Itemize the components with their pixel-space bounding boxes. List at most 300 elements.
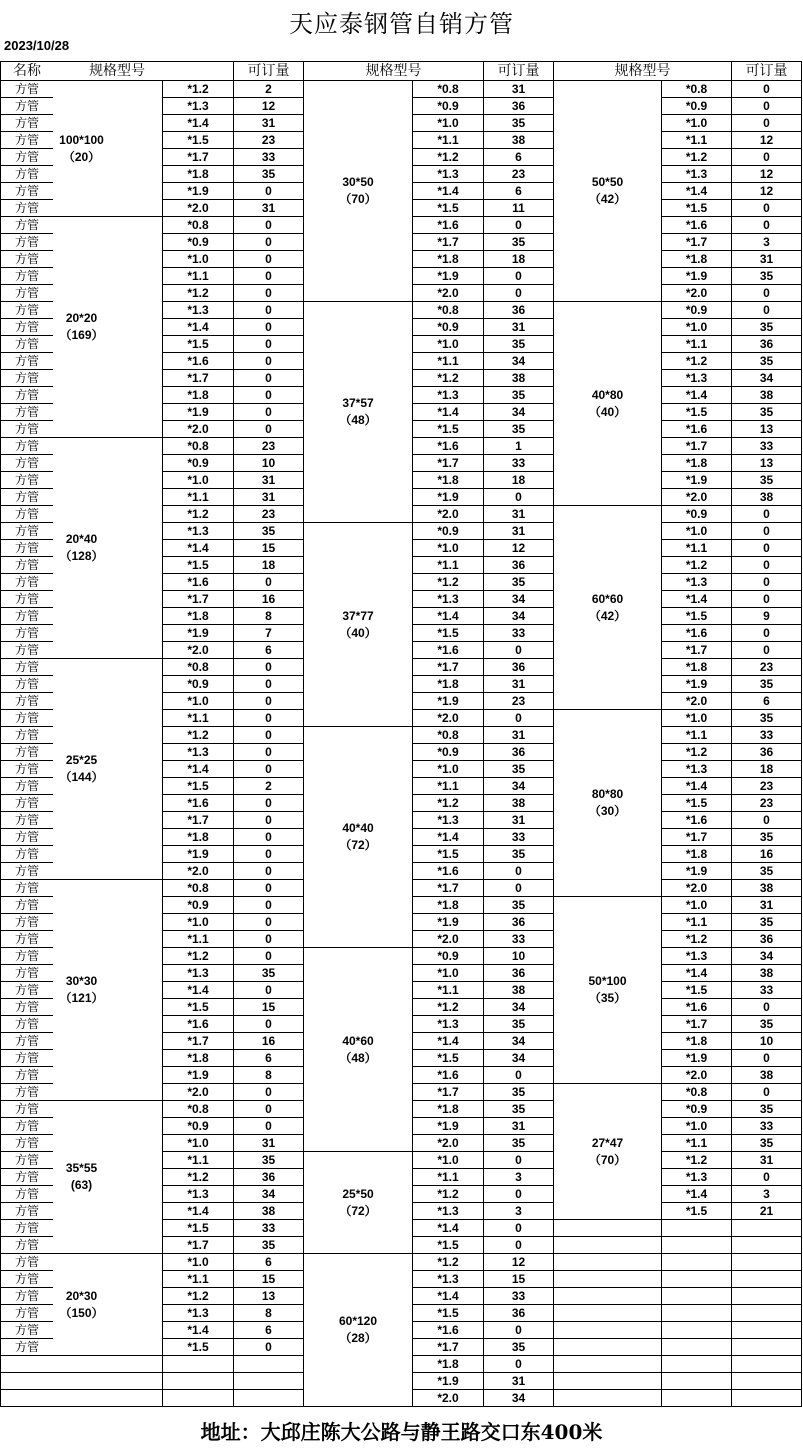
quantity-cell: 36 — [731, 930, 801, 947]
row-name: 方管 — [0, 981, 53, 998]
quantity-cell: 23 — [731, 777, 801, 794]
thickness-cell: *1.2 — [661, 930, 731, 947]
size-label: 80*80 — [591, 787, 624, 801]
thickness-cell: *1.8 — [661, 1032, 731, 1049]
size-label: 50*100 — [588, 974, 627, 988]
thickness-cell: *1.3 — [412, 1270, 483, 1287]
thickness-cell: *1.9 — [661, 862, 731, 879]
thickness-cell: *1.5 — [162, 556, 233, 573]
row-name: 方管 — [0, 403, 53, 420]
thickness-cell: *1.2 — [412, 794, 483, 811]
empty-cell — [661, 1321, 731, 1338]
quantity-cell: 16 — [233, 590, 303, 607]
row-name: 方管 — [0, 1032, 53, 1049]
thickness-cell: *1.3 — [661, 760, 731, 777]
quantity-cell: 38 — [483, 981, 553, 998]
quantity-cell: 38 — [731, 488, 801, 505]
thickness-cell: *2.0 — [661, 284, 731, 301]
quantity-cell: 0 — [233, 318, 303, 335]
row-name: 方管 — [0, 182, 53, 199]
thickness-cell: *1.6 — [162, 1015, 233, 1032]
quantity-cell: 38 — [731, 964, 801, 981]
quantity-cell: 0 — [233, 284, 303, 301]
thickness-cell: *1.3 — [412, 1202, 483, 1219]
thickness-cell: *1.2 — [412, 573, 483, 590]
thickness-cell: *0.9 — [661, 97, 731, 114]
thickness-cell: *1.0 — [661, 709, 731, 726]
thickness-cell: *1.3 — [661, 369, 731, 386]
thickness-cell: *2.0 — [412, 1134, 483, 1151]
row-name: 方管 — [0, 233, 53, 250]
thickness-cell: *0.9 — [661, 1100, 731, 1117]
quantity-cell: 0 — [233, 250, 303, 267]
quantity-cell: 31 — [233, 114, 303, 131]
row-name: 方管 — [0, 335, 53, 352]
quantity-cell: 36 — [483, 913, 553, 930]
row-name: 方管 — [0, 760, 53, 777]
size-group — [303, 522, 412, 726]
size-group — [553, 1083, 661, 1219]
quantity-cell: 23 — [233, 505, 303, 522]
thickness-cell: *1.1 — [661, 1134, 731, 1151]
thickness-cell: *1.6 — [661, 624, 731, 641]
quantity-cell: 15 — [233, 1270, 303, 1287]
thickness-cell: *1.6 — [162, 352, 233, 369]
thickness-cell: *0.9 — [162, 1117, 233, 1134]
quantity-cell: 0 — [731, 1168, 801, 1185]
quantity-cell: 0 — [233, 794, 303, 811]
thickness-cell: *1.5 — [412, 1304, 483, 1321]
thickness-cell: *1.4 — [412, 1032, 483, 1049]
quantity-cell: 0 — [483, 1185, 553, 1202]
thickness-cell: *0.9 — [412, 743, 483, 760]
row-name: 方管 — [0, 369, 53, 386]
size-label: 100*100 — [59, 132, 104, 147]
thickness-cell: *0.8 — [162, 1100, 233, 1117]
quantity-cell: 0 — [483, 284, 553, 301]
quantity-cell: 36 — [731, 335, 801, 352]
size-group — [553, 80, 661, 301]
quantity-cell: 0 — [233, 930, 303, 947]
quantity-cell: 0 — [233, 1100, 303, 1117]
thickness-cell: *1.9 — [162, 182, 233, 199]
quantity-cell: 0 — [233, 352, 303, 369]
quantity-cell: 12 — [483, 1253, 553, 1270]
thickness-cell: *1.8 — [412, 675, 483, 692]
quantity-cell: 0 — [233, 675, 303, 692]
quantity-cell: 0 — [233, 743, 303, 760]
quantity-cell: 0 — [731, 301, 801, 318]
thickness-cell: *1.7 — [412, 233, 483, 250]
quantity-cell: 35 — [483, 845, 553, 862]
quantity-cell: 0 — [731, 80, 801, 97]
thickness-cell: *1.3 — [412, 1015, 483, 1032]
quantity-cell: 0 — [731, 148, 801, 165]
row-name: 方管 — [0, 947, 53, 964]
empty-cell — [731, 1338, 801, 1355]
empty-cell — [553, 1321, 661, 1338]
quantity-cell: 10 — [731, 1032, 801, 1049]
quantity-cell: 34 — [731, 947, 801, 964]
thickness-cell: *0.8 — [162, 216, 233, 233]
thickness-cell: *1.2 — [661, 148, 731, 165]
thickness-cell: *1.6 — [412, 862, 483, 879]
thickness-cell: *1.9 — [162, 1066, 233, 1083]
quantity-cell: 3 — [483, 1202, 553, 1219]
report-date: 2023/10/28 — [4, 38, 70, 53]
row-name: 方管 — [0, 301, 53, 318]
thickness-cell: *1.4 — [412, 403, 483, 420]
quantity-cell: 34 — [483, 777, 553, 794]
row-name: 方管 — [0, 386, 53, 403]
thickness-cell: *1.8 — [162, 1049, 233, 1066]
quantity-cell: 0 — [731, 1083, 801, 1100]
quantity-cell: 0 — [731, 114, 801, 131]
thickness-cell: *1.7 — [412, 1083, 483, 1100]
thickness-cell: *1.5 — [162, 335, 233, 352]
empty-cell — [731, 1355, 801, 1372]
header-spec-3: 规格型号 — [553, 61, 731, 80]
size-group — [303, 1253, 412, 1406]
quantity-cell: 35 — [483, 335, 553, 352]
row-name: 方管 — [0, 1151, 53, 1168]
thickness-cell: *1.3 — [661, 947, 731, 964]
empty-cell — [661, 1270, 731, 1287]
quantity-cell: 38 — [233, 1202, 303, 1219]
size-count: (63) — [70, 1178, 93, 1192]
quantity-cell: 0 — [233, 760, 303, 777]
thickness-cell: *1.8 — [661, 845, 731, 862]
quantity-cell: 35 — [731, 862, 801, 879]
quantity-cell: 0 — [233, 913, 303, 930]
thickness-cell: *1.2 — [162, 947, 233, 964]
quantity-cell: 0 — [731, 97, 801, 114]
table-right-border — [801, 61, 802, 1406]
thickness-cell: *2.0 — [412, 709, 483, 726]
thickness-cell: *1.3 — [162, 522, 233, 539]
thickness-cell: *1.3 — [412, 811, 483, 828]
thickness-cell: *1.2 — [162, 1168, 233, 1185]
size-group — [553, 896, 661, 1083]
quantity-cell: 35 — [731, 675, 801, 692]
row-name: 方管 — [0, 250, 53, 267]
row-name: 方管 — [0, 1066, 53, 1083]
thickness-cell: *1.2 — [661, 556, 731, 573]
size-count: （20） — [62, 149, 101, 164]
thickness-cell: *1.9 — [162, 845, 233, 862]
row-name: 方管 — [0, 913, 53, 930]
quantity-cell: 31 — [731, 250, 801, 267]
quantity-cell: 6 — [233, 1253, 303, 1270]
quantity-cell: 0 — [233, 216, 303, 233]
empty-cell — [553, 1219, 661, 1236]
thickness-cell: *1.5 — [412, 199, 483, 216]
quantity-cell: 38 — [731, 386, 801, 403]
thickness-cell: *1.9 — [162, 403, 233, 420]
thickness-cell: *0.9 — [412, 318, 483, 335]
row-name: 方管 — [0, 590, 53, 607]
thickness-cell: *1.6 — [162, 573, 233, 590]
row-name: 方管 — [0, 1168, 53, 1185]
quantity-cell: 31 — [233, 488, 303, 505]
thickness-cell: *2.0 — [412, 284, 483, 301]
thickness-cell: *2.0 — [162, 1083, 233, 1100]
row-name: 方管 — [0, 862, 53, 879]
quantity-cell: 34 — [483, 1049, 553, 1066]
quantity-cell: 36 — [483, 964, 553, 981]
quantity-cell: 35 — [731, 1134, 801, 1151]
thickness-cell: *2.0 — [661, 488, 731, 505]
thickness-cell: *1.1 — [661, 131, 731, 148]
thickness-cell: *0.8 — [162, 658, 233, 675]
table-bottom-border — [0, 1406, 802, 1407]
size-count: （48） — [339, 413, 377, 427]
header-qty-2: 可订量 — [483, 61, 553, 80]
empty-cell — [162, 1389, 233, 1406]
thickness-cell: *1.8 — [412, 250, 483, 267]
row-name: 方管 — [0, 777, 53, 794]
quantity-cell: 6 — [483, 148, 553, 165]
header-qty-3: 可订量 — [731, 61, 801, 80]
quantity-cell: 0 — [731, 556, 801, 573]
thickness-cell: *1.8 — [661, 250, 731, 267]
thickness-cell: *1.8 — [661, 454, 731, 471]
thickness-cell: *1.7 — [412, 879, 483, 896]
thickness-cell: *1.1 — [162, 1270, 233, 1287]
thickness-cell: *1.2 — [661, 1151, 731, 1168]
quantity-cell: 13 — [233, 1287, 303, 1304]
thickness-cell: *1.9 — [412, 692, 483, 709]
thickness-cell: *1.4 — [162, 318, 233, 335]
thickness-cell: *1.2 — [412, 148, 483, 165]
thickness-cell: *1.1 — [412, 556, 483, 573]
quantity-cell: 0 — [233, 879, 303, 896]
quantity-cell: 31 — [233, 471, 303, 488]
quantity-cell: 23 — [233, 437, 303, 454]
thickness-cell: *1.2 — [162, 80, 233, 97]
thickness-cell: *1.4 — [412, 1287, 483, 1304]
thickness-cell: *1.1 — [661, 335, 731, 352]
quantity-cell: 33 — [483, 454, 553, 471]
quantity-cell: 38 — [483, 369, 553, 386]
size-count: （40） — [339, 625, 377, 640]
thickness-cell: *1.7 — [661, 437, 731, 454]
quantity-cell: 12 — [731, 165, 801, 182]
thickness-cell: *1.1 — [162, 488, 233, 505]
quantity-cell: 36 — [483, 556, 553, 573]
thickness-cell: *0.9 — [162, 675, 233, 692]
empty-cell — [553, 1355, 661, 1372]
quantity-cell: 23 — [483, 165, 553, 182]
thickness-cell: *1.5 — [412, 624, 483, 641]
quantity-cell: 0 — [233, 896, 303, 913]
row-name: 方管 — [0, 1304, 53, 1321]
quantity-cell: 8 — [233, 607, 303, 624]
quantity-cell: 33 — [731, 726, 801, 743]
page-title: 天应泰钢管自销方管 — [289, 10, 514, 38]
thickness-cell: *1.3 — [661, 165, 731, 182]
thickness-cell: *2.0 — [661, 692, 731, 709]
thickness-cell: *1.9 — [412, 913, 483, 930]
quantity-cell: 36 — [483, 743, 553, 760]
quantity-cell: 34 — [483, 998, 553, 1015]
quantity-cell: 31 — [731, 1151, 801, 1168]
row-name: 方管 — [0, 641, 53, 658]
row-name: 方管 — [0, 709, 53, 726]
thickness-cell: *1.0 — [661, 1117, 731, 1134]
quantity-cell: 0 — [731, 505, 801, 522]
row-name: 方管 — [0, 1253, 53, 1270]
quantity-cell: 34 — [483, 403, 553, 420]
size-count: （70） — [339, 192, 377, 206]
thickness-cell: *0.9 — [661, 301, 731, 318]
quantity-cell: 35 — [483, 233, 553, 250]
quantity-cell: 18 — [233, 556, 303, 573]
row-name: 方管 — [0, 267, 53, 284]
thickness-cell: *1.7 — [412, 454, 483, 471]
quantity-cell: 13 — [731, 454, 801, 471]
size-label: 27*47 — [591, 1135, 624, 1150]
quantity-cell: 0 — [731, 811, 801, 828]
row-name: 方管 — [0, 318, 53, 335]
row-name: 方管 — [0, 573, 53, 590]
thickness-cell: *1.1 — [661, 726, 731, 743]
thickness-cell: *1.1 — [162, 930, 233, 947]
thickness-cell: *1.2 — [412, 998, 483, 1015]
row-name: 方管 — [0, 114, 53, 131]
quantity-cell: 23 — [483, 692, 553, 709]
quantity-cell: 0 — [483, 641, 553, 658]
row-name: 方管 — [0, 1270, 53, 1287]
thickness-cell: *1.0 — [412, 760, 483, 777]
quantity-cell: 6 — [483, 182, 553, 199]
empty-cell — [0, 1389, 162, 1406]
empty-cell — [731, 1270, 801, 1287]
thickness-cell: *1.1 — [412, 352, 483, 369]
quantity-cell: 0 — [233, 845, 303, 862]
thickness-cell: *1.0 — [412, 1151, 483, 1168]
quantity-cell: 35 — [731, 471, 801, 488]
quantity-cell: 35 — [483, 896, 553, 913]
thickness-cell: *1.4 — [162, 760, 233, 777]
thickness-cell: *1.2 — [162, 505, 233, 522]
quantity-cell: 12 — [233, 97, 303, 114]
size-group — [0, 879, 162, 1100]
size-count: （70） — [588, 1152, 627, 1167]
thickness-cell: *0.9 — [661, 505, 731, 522]
quantity-cell: 23 — [731, 794, 801, 811]
size-label: 25*50 — [342, 1186, 374, 1201]
quantity-cell: 0 — [731, 573, 801, 590]
quantity-cell: 0 — [483, 1066, 553, 1083]
quantity-cell: 0 — [233, 573, 303, 590]
size-label: 40*40 — [342, 821, 374, 835]
thickness-cell: *0.8 — [162, 879, 233, 896]
quantity-cell: 33 — [233, 148, 303, 165]
quantity-cell: 0 — [233, 658, 303, 675]
quantity-cell: 15 — [483, 1270, 553, 1287]
thickness-cell: *1.4 — [661, 777, 731, 794]
empty-cell — [661, 1253, 731, 1270]
quantity-cell: 0 — [483, 488, 553, 505]
quantity-cell: 0 — [233, 709, 303, 726]
thickness-cell: *2.0 — [162, 641, 233, 658]
row-name: 方管 — [0, 148, 53, 165]
size-count: （42） — [588, 192, 627, 206]
quantity-cell: 31 — [483, 318, 553, 335]
empty-cell — [731, 1236, 801, 1253]
quantity-cell: 0 — [483, 216, 553, 233]
quantity-cell: 0 — [731, 624, 801, 641]
quantity-cell: 0 — [731, 199, 801, 216]
quantity-cell: 0 — [483, 1219, 553, 1236]
quantity-cell: 12 — [731, 182, 801, 199]
quantity-cell: 2 — [233, 777, 303, 794]
quantity-cell: 6 — [233, 1049, 303, 1066]
empty-cell — [233, 1355, 303, 1372]
thickness-cell: *1.4 — [162, 539, 233, 556]
thickness-cell: *1.3 — [162, 1304, 233, 1321]
thickness-cell: *1.0 — [162, 692, 233, 709]
row-name: 方管 — [0, 1117, 53, 1134]
row-name: 方管 — [0, 845, 53, 862]
quantity-cell: 0 — [483, 862, 553, 879]
thickness-cell: *1.4 — [661, 590, 731, 607]
quantity-cell: 31 — [483, 811, 553, 828]
row-name: 方管 — [0, 505, 53, 522]
size-group — [553, 709, 661, 896]
size-label: 25*25 — [65, 753, 98, 767]
quantity-cell: 35 — [731, 403, 801, 420]
quantity-cell: 33 — [483, 624, 553, 641]
thickness-cell: *1.2 — [661, 743, 731, 760]
thickness-cell: *1.9 — [162, 624, 233, 641]
size-label: 50*50 — [591, 175, 624, 189]
row-name: 方管 — [0, 811, 53, 828]
thickness-cell: *1.3 — [162, 1185, 233, 1202]
empty-cell — [731, 1389, 801, 1406]
quantity-cell: 35 — [483, 573, 553, 590]
thickness-cell: *1.2 — [162, 1287, 233, 1304]
row-name: 方管 — [0, 488, 53, 505]
empty-cell — [0, 1372, 162, 1389]
quantity-cell: 6 — [233, 641, 303, 658]
row-name: 方管 — [0, 1015, 53, 1032]
quantity-cell: 35 — [483, 760, 553, 777]
thickness-cell: *1.9 — [661, 267, 731, 284]
size-group — [303, 80, 412, 301]
size-group — [0, 1100, 162, 1253]
thickness-cell: *1.7 — [162, 148, 233, 165]
thickness-cell: *1.6 — [412, 216, 483, 233]
thickness-cell: *1.5 — [412, 845, 483, 862]
row-name: 方管 — [0, 165, 53, 182]
thickness-cell: *1.1 — [162, 709, 233, 726]
quantity-cell: 33 — [483, 1287, 553, 1304]
empty-cell — [553, 1287, 661, 1304]
thickness-cell: *1.5 — [162, 1338, 233, 1355]
quantity-cell: 0 — [731, 1049, 801, 1066]
quantity-cell: 9 — [731, 607, 801, 624]
thickness-cell: *1.2 — [162, 726, 233, 743]
quantity-cell: 0 — [233, 420, 303, 437]
size-group — [0, 437, 162, 658]
empty-cell — [731, 1321, 801, 1338]
quantity-cell: 35 — [731, 267, 801, 284]
size-group — [553, 301, 661, 505]
size-count: （35） — [588, 991, 627, 1005]
thickness-cell: *1.2 — [412, 1185, 483, 1202]
